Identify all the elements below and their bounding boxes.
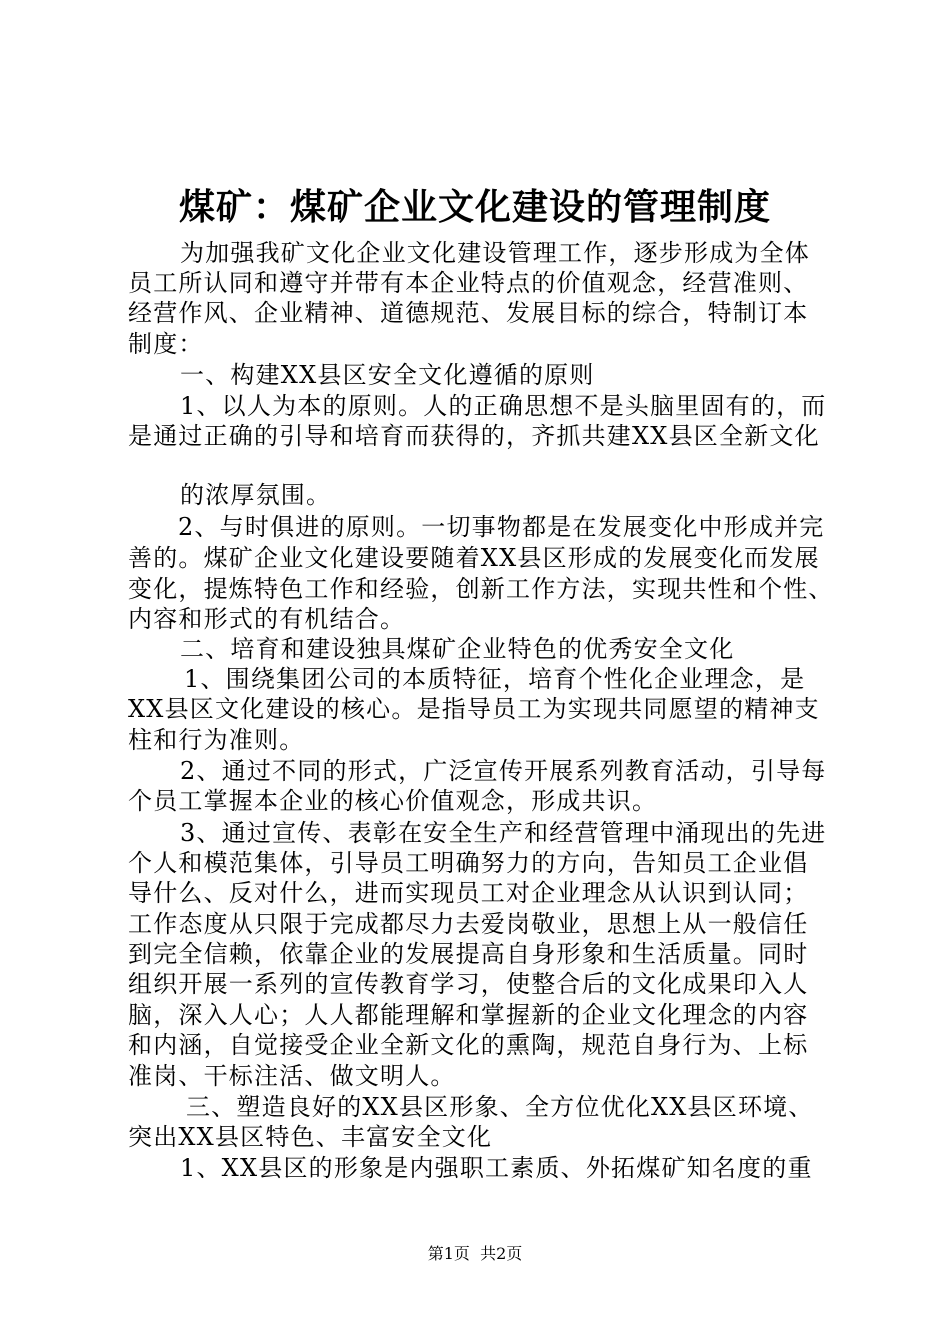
body-line: 为加强我矿文化企业文化建设管理工作，逐步形成为全体 xyxy=(180,239,810,267)
section-heading: 一、构建XX县区安全文化遵循的原则 xyxy=(180,361,595,389)
body-line: 2、与时俱进的原则。一切事物都是在发展变化中形成并完 xyxy=(178,513,825,541)
body-line: 3、通过宣传、表彰在安全生产和经营管理中涌现出的先进 xyxy=(180,819,827,847)
body-line: 脑，深入人心；人人都能理解和掌握新的企业文化理念的内容 xyxy=(128,1001,809,1029)
body-line: 个人和模范集体，引导员工明确努力的方向，告知员工企业倡 xyxy=(128,849,809,877)
body-line: 制度： xyxy=(128,330,204,358)
body-line: 突出XX县区特色、丰富安全文化 xyxy=(128,1123,493,1151)
body-line: 1、以人为本的原则。人的正确思想不是头脑里固有的，而 xyxy=(180,392,827,420)
body-line: 内容和形式的有机结合。 xyxy=(128,605,406,633)
body-line: 变化，提炼特色工作和经验，创新工作方法，实现共性和个性、 xyxy=(128,575,834,603)
document-title: 煤矿：煤矿企业文化建设的管理制度 xyxy=(178,186,771,228)
body-line: 的浓厚氛围。 xyxy=(180,481,332,509)
body-line: 1、围绕集团公司的本质特征，培育个性化企业理念，是 xyxy=(184,665,806,693)
body-line: 经营作风、企业精神、道德规范、发展目标的综合，特制订本 xyxy=(128,299,809,327)
body-line: 和内涵，自觉接受企业全新文化的熏陶，规范自身行为、上标 xyxy=(128,1031,809,1059)
body-line: 是通过正确的引导和培育而获得的，齐抓共建XX县区全新文化 xyxy=(128,422,820,450)
body-line: 1、XX县区的形象是内强职工素质、外拓煤矿知名度的重 xyxy=(180,1154,813,1182)
section-heading: 三、塑造良好的XX县区形象、全方位优化XX县区环境、 xyxy=(186,1093,814,1121)
body-line: 员工所认同和遵守并带有本企业特点的价值观念，经营准则、 xyxy=(128,269,809,297)
body-line: XX县区文化建设的核心。是指导员工为实现共同愿望的精神支 xyxy=(128,695,820,723)
body-line: 善的。煤矿企业文化建设要随着XX县区形成的发展变化而发展 xyxy=(128,544,820,572)
body-line: 准岗、干标注活、做文明人。 xyxy=(128,1062,456,1090)
body-line: 组织开展一系列的宣传教育学习，使整合后的文化成果印入人 xyxy=(128,970,809,998)
body-line: 到完全信赖，依靠企业的发展提高自身形象和生活质量。同时 xyxy=(128,940,809,968)
page-footer: 第1页 共2页 xyxy=(427,1244,523,1263)
body-line: 个员工掌握本企业的核心价值观念，形成共识。 xyxy=(128,787,658,815)
section-heading: 二、培育和建设独具煤矿企业特色的优秀安全文化 xyxy=(180,635,735,663)
body-line: 工作态度从只限于完成都尽力去爱岗敬业，思想上从一般信任 xyxy=(128,910,809,938)
body-line: 2、通过不同的形式，广泛宣传开展系列教育活动，引导每 xyxy=(180,757,827,785)
body-line: 柱和行为准则。 xyxy=(128,726,305,754)
body-line: 导什么、反对什么，进而实现员工对企业理念从认识到认同； xyxy=(128,879,809,907)
